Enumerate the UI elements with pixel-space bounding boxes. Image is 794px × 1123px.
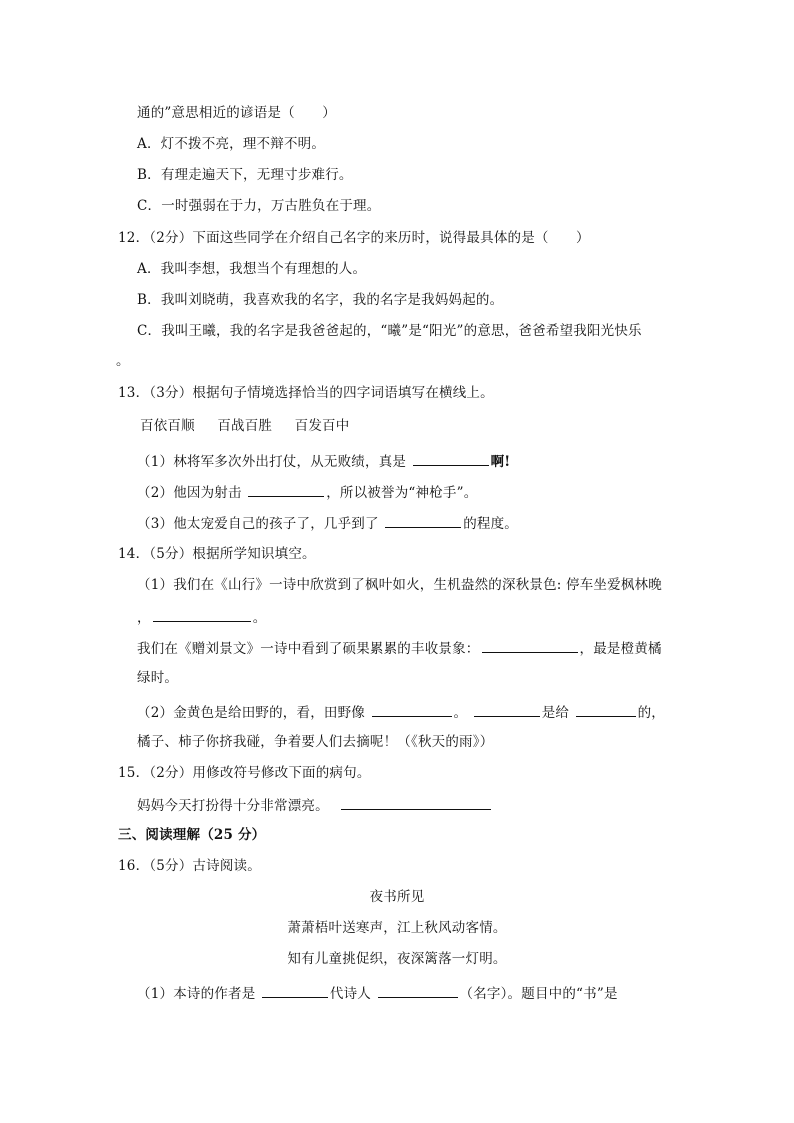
q16-sub-1: （1）本诗的作者是 代诗人 （名字）。题目中的“书”是 xyxy=(137,983,618,1003)
q11-option-b: B．有理走遍天下，无理寸步难行。 xyxy=(137,167,353,183)
poem-line-2: 知有儿童挑促织，夜深篱落一灯明。 xyxy=(287,951,507,967)
q12-option-c: C．我叫王曦，我的名字是我爸爸起的，“曦”是“阳光”的意思，爸爸希望我阳光快乐 xyxy=(137,323,642,339)
q14-blank-1[interactable] xyxy=(153,607,251,622)
q13-stem: 13．（3分）根据句子情境选择恰当的四字词语填写在横线上。 xyxy=(118,385,494,401)
q13-blank-3[interactable] xyxy=(385,513,461,528)
q13-blank-1[interactable] xyxy=(413,451,489,466)
q14-part-1b: 我们在《赠刘景文》一诗中看到了硕果累累的丰收景象： ，最是橙黄橘 xyxy=(137,638,662,658)
q13-sentence-3: （3）他太宠爱自己的孩子了，几乎到了 的程度。 xyxy=(137,513,518,533)
q14-part-2-end: 橘子、柿子你挤我碰，争着要人们去摘呢！（《秋天的雨》） xyxy=(137,734,494,750)
q14-part-1: （1）我们在《山行》一诗中欣赏到了枫叶如火，生机盎然的深秋景色: 停车坐爱枫林晚 xyxy=(137,577,662,593)
q14-part-1b-end: 绿时。 xyxy=(137,670,179,686)
q12-stem: 12．（2分）下面这些同学在介绍自己名字的来历时，说得最具体的是（ ） xyxy=(118,230,590,246)
q15-answer-blank[interactable] xyxy=(341,795,491,810)
q13-option-2: 百战百胜 xyxy=(217,418,273,434)
q14-part-1-cont: ， 。 xyxy=(137,607,266,627)
q11-option-a: A．灯不拨不亮，理不辩不明。 xyxy=(137,136,326,152)
q13-option-3: 百发百中 xyxy=(294,418,350,434)
q12-option-a: A．我叫李想，我想当个有理想的人。 xyxy=(137,261,367,277)
q12-option-b: B．我叫刘晓萌，我喜欢我的名字，我的名字是我妈妈起的。 xyxy=(137,292,504,308)
q11-stem-end: 通的”意思相近的谚语是（ ） xyxy=(137,105,336,121)
q14-blank-2[interactable] xyxy=(482,638,578,653)
q13-option-1: 百依百顺 xyxy=(140,418,195,434)
poem-title: 夜书所见 xyxy=(369,889,425,905)
q16-stem: 16．（5分）古诗阅读。 xyxy=(118,858,261,874)
q12-option-c-end: 。 xyxy=(116,353,130,369)
q14-part-2: （2）金黄色是给田野的，看，田野像 。 是给 的， xyxy=(137,702,665,722)
q16-blank-dynasty[interactable] xyxy=(262,983,328,998)
q14-blank-4[interactable] xyxy=(474,702,540,717)
poem-line-1: 萧萧梧叶送寒声，江上秋风动客情。 xyxy=(287,920,507,936)
q13-blank-2[interactable] xyxy=(248,482,324,497)
q14-blank-3[interactable] xyxy=(372,702,452,717)
q15-stem: 15．（2分）用修改符号修改下面的病句。 xyxy=(118,765,371,781)
section-3-heading: 三、阅读理解（25 分） xyxy=(118,827,266,843)
q11-option-c: C．一时强弱在于力，万古胜负在于理。 xyxy=(137,198,381,214)
q13-sentence-2: （2）他因为射击 ，所以被誉为“神枪手”。 xyxy=(137,482,477,502)
q15-sentence: 妈妈今天打扮得十分非常漂亮。 xyxy=(137,795,493,815)
q13-sentence-1: （1）林将军多次外出打仗，从无败绩，真是 啊! xyxy=(137,451,510,471)
q13-word-options xyxy=(140,417,349,435)
q14-blank-5[interactable] xyxy=(576,702,636,717)
q14-stem: 14．（5分）根据所学知识填空。 xyxy=(118,546,316,562)
q16-blank-poet[interactable] xyxy=(378,983,458,998)
